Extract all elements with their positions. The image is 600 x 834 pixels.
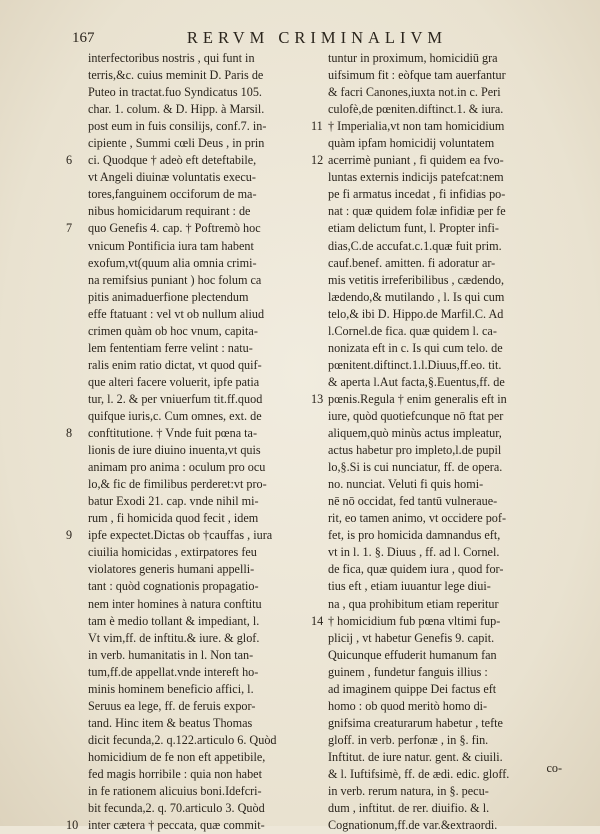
margin-spacer [311, 664, 327, 681]
text-line: na remifsius puniant ) hoc folum ca [88, 272, 262, 287]
margin-spacer [311, 544, 327, 561]
margin-spacer [66, 374, 82, 391]
text-line: pitis animaduerfione plectendum [88, 289, 249, 304]
text-line: Vt vim,ff. de inftitu.& iure. & glof. [88, 630, 260, 645]
text-line: gnifsima creaturarum habetur , tefte [328, 715, 503, 730]
margin-spacer [66, 169, 82, 186]
text-line: vt in l. 1. §. Diuus , ff. ad l. Cornel. [328, 545, 500, 560]
left-margin-notes [66, 50, 82, 834]
margin-spacer [66, 647, 82, 664]
margin-note-number: 11 [311, 119, 323, 134]
running-title: RERVM CRIMINALIVM [186, 28, 448, 47]
text-line: ipfe expectet.Dictas ob †cauffas , iura [88, 528, 273, 543]
margin-spacer [311, 596, 327, 613]
text-line: animam pro anima : oculum pro ocu [88, 460, 266, 475]
margin-spacer [311, 220, 327, 237]
margin-spacer [311, 306, 327, 323]
margin-spacer [311, 340, 327, 357]
margin-spacer [311, 272, 327, 289]
margin-note-number: 7 [66, 221, 73, 236]
margin-spacer [311, 493, 327, 510]
text-line: Cognationum,ff.de var.&extraordi. [328, 818, 498, 833]
text-line: in verb. rerum natura, in §. pecu- [328, 784, 489, 799]
margin-spacer [66, 135, 82, 152]
text-line: que alteri facere voluerit, ipfe patia [88, 374, 260, 389]
right-text-column [328, 50, 564, 834]
margin-spacer [311, 186, 327, 203]
text-line: interfectoribus nostris , qui funt in [88, 51, 255, 65]
text-line: de fica, quæ quidem iura , quod for- [328, 562, 504, 577]
margin-spacer [311, 289, 327, 306]
margin-spacer [311, 425, 327, 442]
margin-spacer [311, 255, 327, 272]
margin-note-number: 6 [66, 153, 73, 168]
margin-spacer [311, 476, 327, 493]
text-line: guinem , fundetur fanguis illius : [328, 664, 488, 679]
text-line: lo,& fic de fimilibus perderet:vt pro- [88, 477, 267, 492]
margin-spacer [311, 578, 327, 595]
margin-spacer [311, 510, 327, 527]
margin-spacer [311, 50, 327, 67]
text-line: Puteo in tractat.fuo Syndicatus 105. [88, 85, 262, 100]
margin-spacer [66, 561, 82, 578]
margin-spacer [311, 238, 327, 255]
text-line: lionis de iure diuino inuenta,vt quis [88, 443, 261, 458]
margin-spacer [66, 800, 82, 817]
text-line: lædendo,& mutilando , l. Is qui cum [328, 289, 505, 304]
margin-spacer [66, 118, 82, 135]
text-line: ciuilia homicidas , extirpatores feu [88, 545, 257, 560]
text-line: ad imaginem quippe Dei factus eft [328, 681, 497, 696]
text-line: nibus homicidarum requirant : de [88, 204, 251, 219]
margin-spacer [66, 749, 82, 766]
text-line: Quicunque effuderit humanum fan [328, 647, 497, 662]
text-line: rum , fi homicida quod fecit , idem [88, 511, 259, 526]
margin-spacer [66, 510, 82, 527]
margin-spacer [66, 698, 82, 715]
margin-spacer [311, 766, 327, 783]
text-line: exofum,vt(quum alia omnia crimi- [88, 255, 257, 270]
margin-spacer [311, 800, 327, 817]
text-line: in verb. humanitatis in l. Non tan- [88, 647, 254, 662]
margin-spacer [311, 783, 327, 800]
text-line: gloff. in verb. perfonæ , in §. fin. [328, 732, 489, 747]
text-line: vnicum Pontificia iura tam habent [88, 238, 254, 253]
margin-spacer [66, 476, 82, 493]
margin-note-number: 12 [311, 153, 324, 168]
text-line: l.Cornel.de fica. quæ quidem l. ca- [328, 323, 497, 338]
margin-spacer [311, 442, 327, 459]
text-line: quo Genefis 4. cap. † Poftremò hoc [88, 221, 261, 236]
margin-spacer [66, 67, 82, 84]
margin-spacer [311, 323, 327, 340]
margin-spacer [66, 630, 82, 647]
text-line: tam è medio tollant & impediant, l. [88, 613, 260, 628]
text-line: lo,§.Si is cui nunciatur, ff. de opera. [328, 460, 503, 475]
text-line: † homicidium fub pœna vltimi fup- [328, 613, 501, 628]
text-line: cipiente , Summi cœli Deus , in prin [88, 136, 265, 151]
margin-spacer [66, 783, 82, 800]
margin-spacer [66, 238, 82, 255]
text-line: tuntur in proximum, homicidiū gra [328, 51, 498, 65]
text-line: crimen quàm ob hoc vnum, capita- [88, 323, 258, 338]
margin-spacer [311, 647, 327, 664]
text-line: effe ftatuant : vel vt ob nullum aliud [88, 306, 265, 321]
margin-spacer [311, 681, 327, 698]
margin-spacer [311, 169, 327, 186]
margin-note-number: 14 [311, 613, 324, 628]
text-line: acerrimè puniant , fi quidem ea fvo- [328, 153, 504, 168]
margin-spacer [311, 459, 327, 476]
margin-spacer [66, 664, 82, 681]
margin-spacer [311, 698, 327, 715]
margin-spacer [66, 203, 82, 220]
text-line: tum,ff.de appellat.vnde intereft ho- [88, 664, 259, 679]
text-line: ci. Quodque † adeò eft deteftabile, [88, 153, 257, 168]
text-line: & facri Canones,iuxta not.in c. Peri [328, 85, 501, 100]
margin-spacer [311, 527, 327, 544]
text-line: in fe rationem alicuius boni.Idefcri- [88, 784, 262, 799]
text-line: minis hominem beneficio affici, l. [88, 681, 254, 696]
text-line: nē nō occidat, fed tantū vulneraue- [328, 494, 498, 509]
text-line: dum , inftitut. de rer. diuifio. & l. [328, 801, 490, 816]
margin-note-number: 10 [66, 818, 79, 833]
margin-spacer [66, 715, 82, 732]
catchword: co- [546, 761, 562, 775]
text-line: Seruus ea lege, ff. de feruis expor- [88, 698, 256, 713]
text-line: homicidium de fe non eft appetibile, [88, 749, 266, 764]
text-line: quàm ipfam homicidij voluntatem [328, 136, 495, 151]
text-line: actus habetur pro impleto,l.de pupil [328, 443, 502, 458]
text-line: dicit fecunda,2. q.122.articulo 6. Quòd [88, 732, 277, 747]
margin-spacer [66, 84, 82, 101]
margin-spacer [311, 135, 327, 152]
left-text-column [88, 50, 318, 834]
text-line: char. 1. colum. & D. Hipp. à Marsil. [88, 102, 265, 117]
margin-spacer [66, 391, 82, 408]
margin-spacer [66, 732, 82, 749]
margin-spacer [311, 67, 327, 84]
margin-spacer [66, 596, 82, 613]
text-line: homo : ob quod meritò homo di- [328, 698, 488, 713]
text-line: violatores generis humani appelli- [88, 562, 255, 577]
text-line: inter cætera † peccata, quæ commit- [88, 818, 265, 833]
text-line: etiam delictum funt, l. Propter infi- [328, 221, 499, 236]
margin-spacer [311, 732, 327, 749]
text-line: nem inter homines à natura conftitu [88, 596, 262, 611]
text-line: ralis enim ratio dictat, vt quod quif- [88, 357, 262, 372]
text-line: vt Angeli diuinæ voluntatis execu- [88, 170, 256, 185]
margin-spacer [66, 766, 82, 783]
text-line: pe fi armatus incedat , fi infidias po- [328, 187, 506, 202]
page-header [72, 28, 562, 52]
margin-spacer [66, 272, 82, 289]
margin-spacer [66, 186, 82, 203]
margin-spacer [311, 749, 327, 766]
text-line: cauf.benef. amitten. fi adoratur ar- [328, 255, 496, 270]
margin-spacer [66, 408, 82, 425]
text-line: fed magis horribile : quia non habet [88, 766, 262, 781]
margin-note-number: 8 [66, 426, 73, 441]
text-line: uifsimum fit : eòfque tam auerfantur [328, 68, 506, 83]
text-line: † Imperialia,vt non tam homicidium [328, 119, 505, 134]
margin-note-number: 9 [66, 528, 73, 543]
margin-note-number: 13 [311, 391, 324, 406]
text-line: tant : quòd cognationis propagatio- [88, 579, 259, 594]
margin-spacer [66, 578, 82, 595]
margin-spacer [66, 544, 82, 561]
text-line: culofè,de pœniten.diftinct.1. & iura. [328, 102, 504, 117]
margin-spacer [66, 613, 82, 630]
text-line: pœnitent.diftinct.1.l.Diuus,ff.eo. tit. [328, 357, 502, 372]
text-line: plicij , vt habetur Genefis 9. capit. [328, 630, 495, 645]
margin-spacer [66, 101, 82, 118]
margin-spacer [311, 630, 327, 647]
text-line: fet, is pro homicida damnandus eft, [328, 528, 501, 543]
margin-spacer [66, 323, 82, 340]
text-line: nat : quæ quidem folæ infidiæ per fe [328, 204, 506, 219]
right-margin-notes [311, 50, 327, 834]
text-line: batur Exodi 21. cap. vnde nihil mi- [88, 494, 259, 509]
text-line: no. nunciat. Veluti fi quis homi- [328, 477, 484, 492]
margin-spacer [311, 357, 327, 374]
text-line: terris,&c. cuius meminit D. Paris de [88, 68, 264, 83]
margin-spacer [311, 374, 327, 391]
margin-spacer [311, 101, 327, 118]
text-line: tur, l. 2. & per vniuerfum tit.ff.quod [88, 391, 263, 406]
margin-spacer [66, 681, 82, 698]
margin-spacer [66, 289, 82, 306]
text-line: & l. Iuftifsimè, ff. de ædi. edic. gloff. [328, 766, 510, 781]
margin-spacer [311, 715, 327, 732]
text-line: & aperta l.Aut facta,§.Euentus,ff. de [328, 374, 505, 389]
text-line: pœnis.Regula † enim generalis eft in [328, 391, 507, 406]
text-line: na , qua prohibitum etiam reperitur [328, 596, 499, 611]
margin-spacer [311, 561, 327, 578]
margin-spacer [66, 357, 82, 374]
text-line: iure, quòd quotiefcunque nō ftat per [328, 408, 504, 423]
margin-spacer [66, 306, 82, 323]
text-line: mis vetitis irreferibilibus , cædendo, [328, 272, 505, 287]
text-line: telo,& ibi D. Hippo.de Marfil.C. Ad [328, 306, 504, 321]
text-line: tores,fanguinem occiforum de ma- [88, 187, 257, 202]
text-line: Inftitut. de iure natur. gent. & ciuili. [328, 749, 503, 764]
margin-spacer [311, 203, 327, 220]
text-line: post eum in fuis consilijs, conf.7. in- [88, 119, 267, 134]
margin-spacer [311, 408, 327, 425]
text-line: dias,C.de accufat.c.1.quæ fuit prim. [328, 238, 502, 253]
text-line: quifque iuris,c. Cum omnes, ext. de [88, 408, 262, 423]
margin-spacer [311, 84, 327, 101]
margin-spacer [66, 442, 82, 459]
text-line: conftitutione. † Vnde fuit pœna ta- [88, 426, 258, 441]
text-line: bit fecunda,2. q. 70.articulo 3. Quòd [88, 801, 265, 816]
margin-spacer [66, 493, 82, 510]
text-line: nonizata eft in c. Is qui cum telo. de [328, 340, 503, 355]
text-line: tand. Hinc item & beatus Thomas [88, 715, 253, 730]
text-line: tius eft , etiam iuuantur lege diui- [328, 579, 491, 594]
margin-spacer [66, 340, 82, 357]
margin-spacer [66, 255, 82, 272]
margin-spacer [66, 50, 82, 67]
text-line: lem fententiam ferre velint : natu- [88, 340, 253, 355]
page-number: 167 [72, 30, 95, 46]
text-line: aliquem,quò minùs actus impleatur, [328, 426, 502, 441]
margin-spacer [66, 459, 82, 476]
text-line: rit, eo tamen animo, vt occidere pof- [328, 511, 507, 526]
text-line: luntas externis indicijs patefcat:nem [328, 170, 504, 185]
